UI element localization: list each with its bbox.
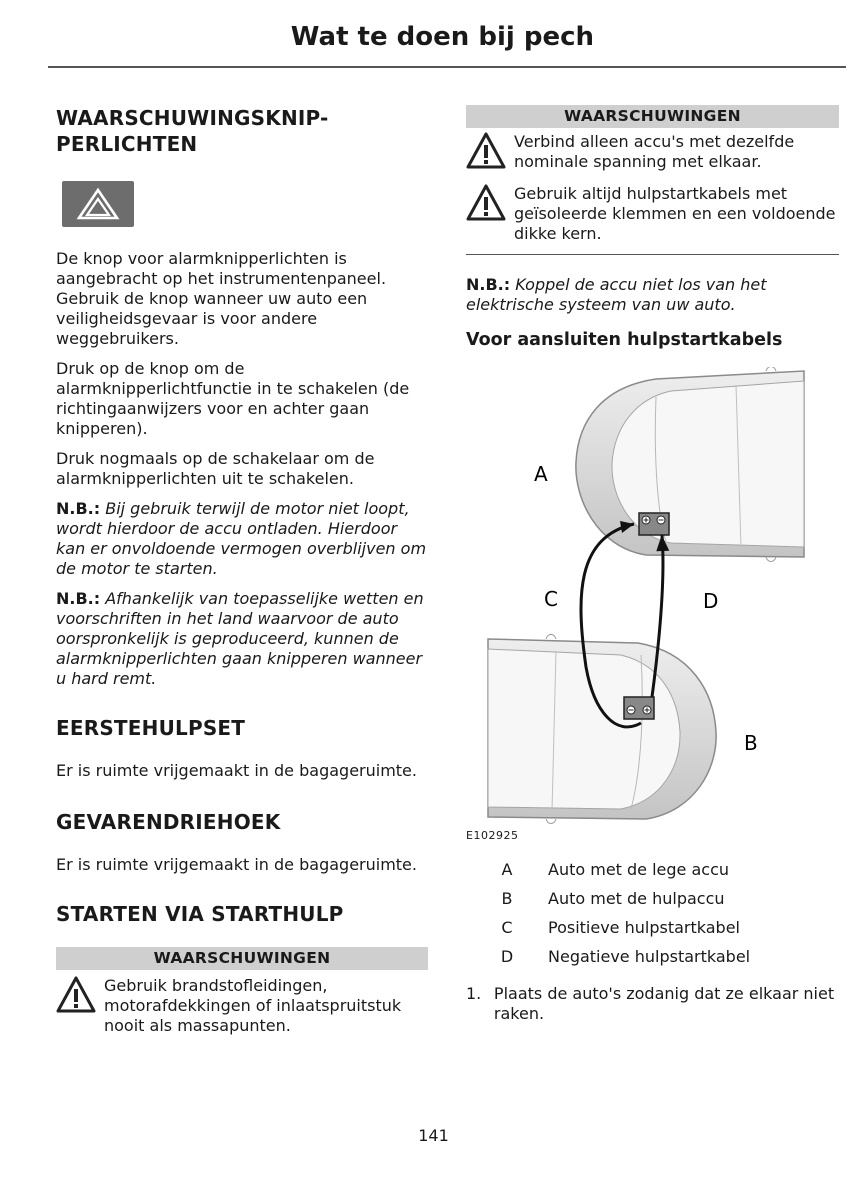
car-b xyxy=(488,635,716,824)
battery-icon xyxy=(639,513,669,535)
label-c: C xyxy=(544,587,558,611)
hazard-triangle-icon xyxy=(76,187,120,221)
legend-item: A Auto met de lege accu xyxy=(501,860,730,879)
cars-diagram xyxy=(466,367,839,827)
hazard-paragraph-3: Druk nogmaals op de schakelaar om de alarmknipperlichten uit te schakelen. xyxy=(56,449,375,488)
figure-legend xyxy=(466,860,839,976)
warnings-bar: WAARSCHUWINGEN xyxy=(466,105,839,128)
hazard-note-1: N.B.: Bij gebruik terwijl de motor niet loopt, wordt hierdoor de accu ontladen. Hierdoor kan er onvoldoende vermogen overblijven om de motor te starten. xyxy=(56,499,427,578)
hazard-lights-heading: WAARSCHUWINGSKNIP- PERLICHTEN xyxy=(56,106,329,156)
label-d: D xyxy=(703,589,719,613)
warning-text-1: Verbind alleen accu's met dezelfde nominale spanning met elkaar. xyxy=(514,132,795,171)
first-aid-heading: EERSTEHULPSET xyxy=(56,716,246,740)
warning-icon xyxy=(56,976,96,1014)
warnings-divider xyxy=(466,254,839,255)
hazard-button-illustration xyxy=(62,181,134,227)
page-title: Wat te doen bij pech xyxy=(290,22,594,52)
hazard-paragraph-1: De knop voor alarmknipperlichten is aangebracht op het instrumentenpaneel. Gebruik de knop wanneer uw auto een veiligheidsgevaar is voor andere weggebruikers. xyxy=(56,249,387,348)
page-number: 141 xyxy=(418,1126,449,1145)
battery-note: N.B.: Koppel de accu niet los van het elektrische systeem van uw auto. xyxy=(466,275,767,314)
warning-item xyxy=(56,970,428,1040)
step-1: 1. Plaats de auto's zodanig dat ze elkaar niet raken. xyxy=(466,984,835,1023)
hazard-paragraph-2: Druk op de knop om de alarmknipperlichtfunctie in te schakelen (de richtingaanwijzers voor en achter gaan knipperen). xyxy=(56,359,410,438)
figure-code: E102925 xyxy=(466,829,519,842)
warning-icon xyxy=(466,184,506,222)
warning-triangle-heading: GEVARENDRIEHOEK xyxy=(56,810,281,834)
legend-item: D Negatieve hulpstartkabel xyxy=(500,947,751,966)
left-column xyxy=(56,105,428,1040)
header-divider xyxy=(48,66,846,68)
label-b: B xyxy=(744,731,758,755)
warning-item-1 xyxy=(466,128,839,178)
warning-icon xyxy=(466,132,506,170)
right-column xyxy=(466,105,839,1024)
first-aid-text: Er is ruimte vrijgemaakt in de bagageruimte. xyxy=(56,761,417,780)
legend-item: C Positieve hulpstartkabel xyxy=(501,918,740,937)
warning-triangle-text: Er is ruimte vrijgemaakt in de bagageruimte. xyxy=(56,855,417,874)
hazard-note-2: N.B.: Afhankelijk van toepasselijke wetten en voorschriften in het land waarvoor de auto oorspronkelijk is geproduceerd, kunnen de alarmknipperlichten gaan knipperen wanneer u hard remt. xyxy=(56,589,424,688)
legend-item: B Auto met de hulpaccu xyxy=(501,889,725,908)
jump-start-figure xyxy=(466,367,839,827)
warning-item-2 xyxy=(466,178,839,248)
warnings-bar: WAARSCHUWINGEN xyxy=(56,947,428,970)
jump-start-heading: STARTEN VIA STARTHULP xyxy=(56,902,344,926)
battery-icon xyxy=(624,697,654,719)
jump-start-warnings xyxy=(56,947,428,1040)
warning-text-2: Gebruik altijd hulpstartkabels met geïsoleerde klemmen en een voldoende dikke kern. xyxy=(514,184,836,243)
label-a: A xyxy=(534,462,548,486)
warning-text: Gebruik brandstofleidingen, motorafdekkingen of inlaatspruitstuk nooit als massapunten. xyxy=(104,976,402,1035)
jump-cables-subheading: Voor aansluiten hulpstartkabels xyxy=(466,330,783,350)
